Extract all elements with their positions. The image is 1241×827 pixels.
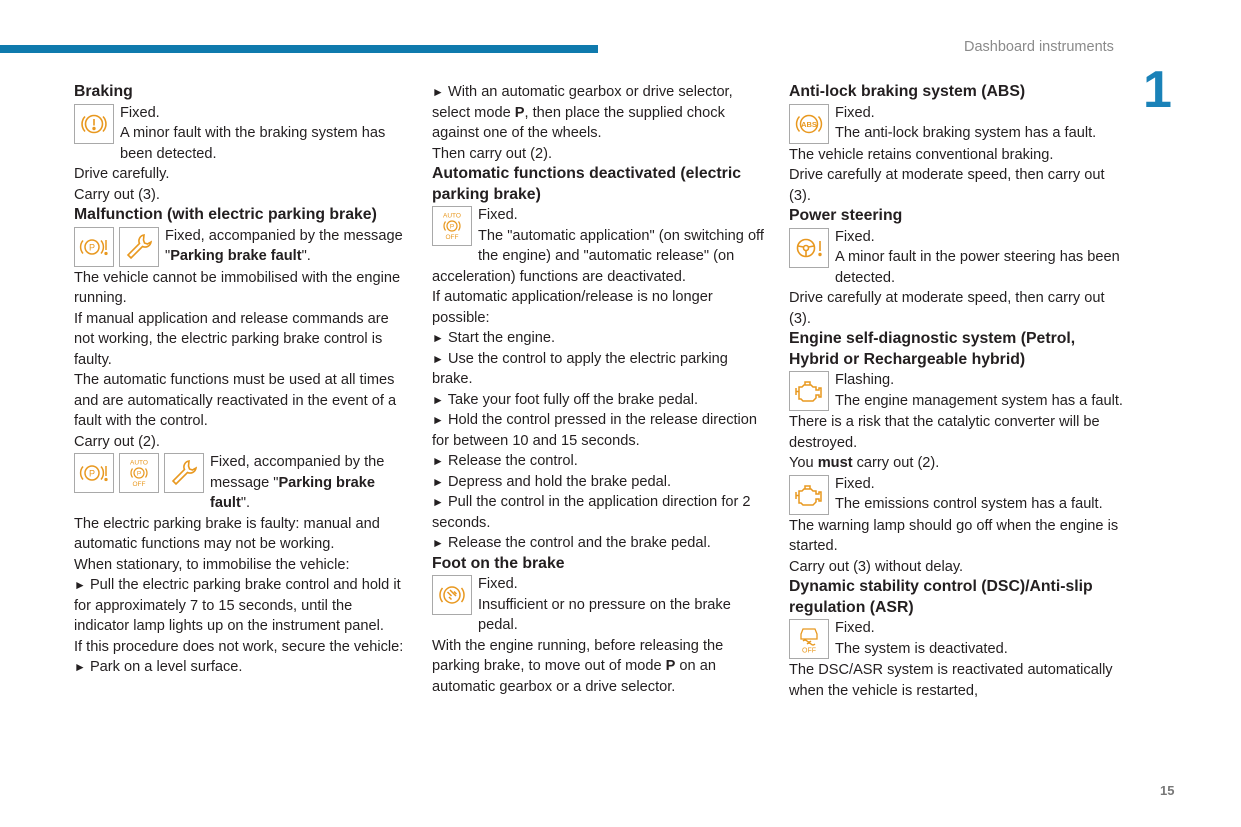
malfunction-entry-1: P Fixed, accompanied by the message "Parking brake fault".: [74, 226, 409, 268]
svg-text:P: P: [449, 223, 455, 231]
svg-text:P: P: [88, 242, 96, 252]
column-2: ► With an automatic gearbox or drive selector, select mode P, then place the supplied chock against one of the wheels. Then carry out (2). Automatic functions deactivated (electric parking brake) AUTO P OFF Fixed. The "automatic application" (on switching off the engine) and "automatic release" (on acceleration) functions are deactivated. If automatic application/release is no longer possible: ► Start the engine. ► Use the control to apply the electric parking brake. ► Take your foot fully off the brake pedal. ► Hold the control pressed in the release direction for between 10 and 15 seconds. ► Release the control. ► Depress and hold the brake pedal. ► Pull the control in the application direction for 2 seconds. ► Release the control and the brake pedal. Foot on the brake Fixed. Insufficient or no pressure on the brake pedal. With the engine running, before releasing the parking brake, to move out of mode P on an automatic gearbox or a drive selector.: [432, 82, 767, 697]
dsc-heading: Dynamic stability control (DSC)/Anti-slip regulation (ASR): [789, 578, 1093, 616]
chapter-number: 1: [1143, 61, 1172, 119]
automatic-functions-entry: AUTO P OFF Fixed. The "automatic application" (on switching off the engine) and "automatic release" (on acceleration) functions are deactivated.: [432, 207, 764, 285]
svg-text:P: P: [136, 470, 142, 478]
header-accent-bar: [0, 45, 598, 53]
svg-text:P: P: [88, 468, 96, 479]
svg-text:AUTO: AUTO: [130, 459, 148, 467]
parking-brake-warning-icon: [74, 227, 114, 267]
engine-entry-1: Flashing. The engine management system has a fault.: [789, 370, 1124, 412]
svg-text:OFF: OFF: [802, 647, 816, 655]
svg-text:OFF: OFF: [132, 481, 146, 488]
brake-warning-icon: [74, 104, 114, 144]
bullet-arrow-icon: ►: [74, 660, 86, 674]
power-steering-entry: Fixed. A minor fault in the power steering has been detected.: [789, 227, 1124, 289]
engine-icon: [789, 371, 829, 411]
parking-brake-warning-icon: [74, 453, 114, 493]
bullet-arrow-icon: ►: [432, 351, 444, 366]
power-steering-icon: [789, 228, 829, 268]
auto-parking-off-icon: [119, 453, 159, 493]
page-number: 15: [1160, 783, 1175, 798]
automatic-functions-heading: Automatic functions deactivated (electric parking brake): [432, 165, 741, 203]
malfunction-heading: Malfunction (with electric parking brake): [74, 206, 377, 223]
foot-on-brake-icon: [432, 575, 472, 615]
bullet-arrow-icon: ►: [432, 331, 444, 345]
braking-heading: Braking: [74, 83, 133, 100]
bullet-arrow-icon: ►: [432, 454, 444, 468]
dsc-entry: OFF Fixed. The system is deactivated.: [789, 618, 1124, 660]
bullet-arrow-icon: ►: [74, 578, 86, 592]
wrench-icon: [119, 227, 159, 267]
engine-diagnostic-heading: Engine self-diagnostic system (Petrol, Hybrid or Rechargeable hybrid): [789, 330, 1076, 368]
column-1: Braking Fixed. A minor fault with the braking system has been detected. Drive carefully. Carry out (3). Malfunction (with electric parking brake) P Fixed, accompanied by the message "Parking brake fault". The vehicle cannot be immobilised with the engine running. If manual application and release commands are not working, the electric parking brake control is faulty. The automatic functions must be used at all times and are automatically reactivated in the event of a fault with the control. Carry out (2). P AUTO P OFF Fixed, accompanied by the message "Parking brake fault". The electric parking brake is faulty: manual and automatic functions may not be working. When stationary, to immobilise the vehicle: ► Pull the electric parking brake control and hold it for approximately 7 to 15 seconds, until the indicator lamp lights up on the instrument panel. If this procedure does not work, secure the vehicle: ► Park on a level surface.: [74, 82, 409, 678]
svg-text:OFF: OFF: [445, 234, 459, 241]
section-title: Dashboard instruments: [964, 39, 1114, 55]
braking-entry: Fixed. A minor fault with the braking system has been detected.: [74, 103, 409, 165]
wrench-icon: [164, 453, 204, 493]
bullet-arrow-icon: ►: [432, 495, 444, 509]
dsc-off-icon: [789, 619, 829, 659]
auto-parking-off-icon: [432, 206, 472, 246]
svg-text:AUTO: AUTO: [443, 212, 461, 220]
bullet-arrow-icon: ►: [432, 413, 444, 427]
column-3: Anti-lock braking system (ABS) ABS Fixed. The anti-lock braking system has a fault. The vehicle retains conventional braking. Drive carefully at moderate speed, then carry out (3). Power steering Fixed. A minor fault in the power steering has been detected. Drive carefully at moderate speed, then carry out (3). Engine self-diagnostic system (Petrol, Hybrid or Rechargeable hybrid) Flashing. The engine management system has a fault. There is a risk that the catalytic converter will be destroyed. You must carry out (2). Fixed. The emissions control system has a fault. The warning lamp should go off when the engine is started. Carry out (3) without delay. Dynamic stability control (DSC)/Anti-slip regulation (ASR) OFF Fixed. The system is deactivated. The DSC/ASR system is reactivated automatically when the vehicle is restarted,: [789, 83, 1123, 699]
foot-on-brake-heading: Foot on the brake: [432, 554, 565, 572]
malfunction-entry-2: P AUTO P OFF Fixed, accompanied by the message "Parking brake fault".: [74, 452, 409, 514]
bullet-arrow-icon: ►: [432, 474, 444, 489]
abs-entry: ABS Fixed. The anti-lock braking system has a fault.: [789, 103, 1124, 145]
bullet-arrow-icon: ►: [432, 536, 444, 550]
bullet-arrow-icon: ►: [432, 85, 444, 99]
svg-text:ABS: ABS: [801, 119, 817, 129]
foot-on-brake-entry: Fixed. Insufficient or no pressure on the brake pedal.: [432, 574, 767, 636]
bullet-arrow-icon: ►: [432, 392, 444, 407]
engine-icon: [789, 475, 829, 515]
abs-heading: Anti-lock braking system (ABS): [789, 83, 1026, 100]
abs-icon: [789, 104, 829, 144]
engine-entry-2: Fixed. The emissions control system has a fault.: [789, 474, 1124, 516]
power-steering-heading: Power steering: [789, 207, 903, 224]
